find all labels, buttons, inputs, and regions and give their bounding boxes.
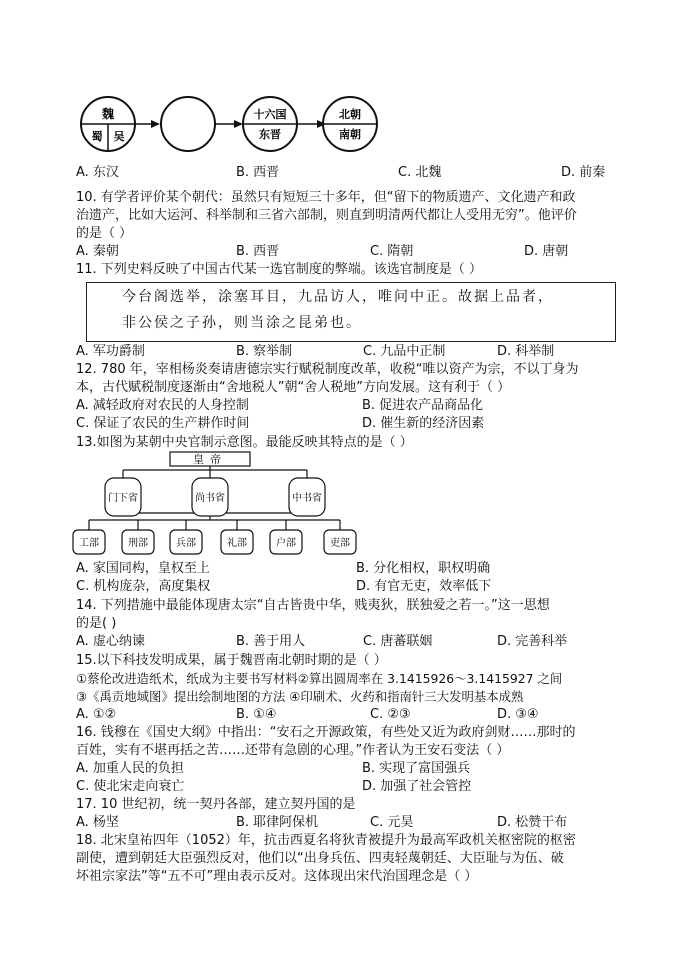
q10-option-a[interactable]: A. 秦朝 [76,244,119,259]
q14-option-b[interactable]: B. 善于用人 [236,634,306,649]
q13-option-d[interactable]: D. 有官无吏，效率低下 [356,579,492,594]
q17-option-a[interactable]: A. 杨坚 [76,815,119,830]
q14-line-1: 14. 下列措施中最能体现唐太宗“自古皆贵中华，贱夷狄，朕独爱之若一。”这一思想 [76,598,550,613]
q15-line-1: 15.以下科技发明成果，属于魏晋南北朝时期的是（ ） [76,653,387,668]
q13-option-c[interactable]: C. 机构庞杂，高度集权 [76,579,211,594]
q12-option-a[interactable]: A. 减轻政府对农民的人身控制 [76,398,249,413]
q13-option-a[interactable]: A. 家国同构，皇权至上 [76,561,210,576]
q12-option-c[interactable]: C. 保证了农民的生产耕作时间 [76,416,250,431]
q13-stem: 13.如图为某朝中央官制示意图。最能反映其特点的是（ ） [76,435,413,450]
label-shu: 蜀 [91,130,103,143]
q10-line-2: 治遗产，比如大运河、科举制和三省六部制，则直到明清两代都让人受用无穷”。他评价 [76,208,577,223]
q15-option-c[interactable]: C. ②③ [370,707,411,722]
q12-option-d[interactable]: D. 催生新的经济因素 [362,416,485,431]
q15-option-b[interactable]: B. ①④ [236,707,277,722]
circle-sixteen-kingdoms [243,97,297,151]
circle-blank [161,97,215,151]
ministry-justice-label: 刑部 [128,538,148,549]
q11-option-a[interactable]: A. 军功爵制 [76,344,145,359]
ministry-revenue-label: 户部 [276,538,296,549]
q11-stem: 11. 下列史料反映了中国古代某一选官制度的弊端。该选官制度是（ ） [76,262,482,277]
q11-quote-line-1: 今台阁选举，涂塞耳目，九品访人，唯问中正。故据上品者， [122,289,554,305]
q11-option-b[interactable]: B. 察举制 [236,344,293,359]
central-officials-diagram [0,448,688,558]
label-sixteen-kingdoms: 十六国 [253,108,287,121]
q16-option-d[interactable]: D. 加强了社会管控 [362,779,472,794]
q17-option-c[interactable]: C. 元昊 [370,815,414,830]
q15-option-d[interactable]: D. ③④ [497,707,539,722]
q18-line-1: 18. 北宋皇祐四年（1052）年，抗击西夏名将狄青被提升为最高军政机关枢密院的枢密 [76,833,576,848]
q11-option-d[interactable]: D. 科举制 [497,344,555,359]
ministry-personnel-label: 吏部 [330,538,350,549]
q10-option-c[interactable]: C. 隋朝 [370,244,414,259]
zhongshu-label: 中书省 [292,493,322,504]
q16-line-2: 百姓，实有不堪再括之苦……还带有急剧的心理。”作者认为王安石变法（ ） [76,743,510,758]
q17-option-b[interactable]: B. 耶律阿保机 [236,815,319,830]
q11-option-c[interactable]: C. 九品中正制 [363,344,446,359]
q11-quote-line-2: 非公侯之子孙，则当涂之昆弟也。 [122,315,362,331]
q10-option-b[interactable]: B. 西晋 [236,244,280,259]
q16-option-c[interactable]: C. 使北宋走向衰亡 [76,779,185,794]
q14-line-2: 的是( ) [76,616,117,631]
q17-stem: 17. 10 世纪初，统一契丹各部，建立契丹国的是 [76,797,356,812]
q12-line-2: 本，古代赋税制度逐渐由“舍地税人”朝“舍人税地”方向发展。这有利于（ ） [76,380,511,395]
circle-wei-shu-wu [81,97,135,151]
q9-option-d[interactable]: D. 前秦 [561,165,606,180]
q10-line-3: 的是（ ） [76,226,133,241]
q16-option-b[interactable]: B. 实现了富国强兵 [362,761,471,776]
circle-northern-southern [323,97,377,151]
q15-line-3: ③《禹贡地域图》提出绘制地图的方法 ④印刷术、火药和指南针三大发明基本成熟 [76,689,524,704]
q16-line-1: 16. 钱穆在《国史大纲》中指出：“安石之开源政策，有些处又近为政府剑财……那时的 [76,725,576,740]
q12-option-b[interactable]: B. 促进农产品商品化 [362,398,484,413]
emperor-label: 皇帝 [193,453,227,466]
q12-line-1: 12. 780 年，宰相杨炎奏请唐德宗实行赋税制度改革，收税“唯以资产为宗，不以丁身为 [76,362,579,377]
q18-line-3: 坏祖宗家法”等“五不可”理由表示反对。这体现出宋代治国理念是（ ） [76,869,478,884]
q17-option-d[interactable]: D. 松赞干布 [497,815,568,830]
q14-option-a[interactable]: A. 虚心纳谏 [76,634,145,649]
q16-option-a[interactable]: A. 加重人民的负担 [76,761,184,776]
q15-option-a[interactable]: A. ①② [76,707,117,722]
q10-line-1: 10. 有学者评价某个朝代：虽然只有短短三十多年，但“留下的物质遗产、文化遗产和政 [76,190,576,205]
shangshu-label: 尚书省 [195,493,225,504]
q9-option-c[interactable]: C. 北魏 [398,165,442,180]
label-southern-dynasties: 南朝 [339,128,361,141]
menxia-label: 门下省 [108,493,138,504]
ministry-works-label: 工部 [79,538,99,549]
q15-line-2: ①蔡伦改进造纸术，纸成为主要书写材料②算出圆周率在 3.1415926～3.1415927 之间 [76,671,563,686]
q13-option-b[interactable]: B. 分化相权，职权明确 [356,561,491,576]
ministry-rites-label: 礼部 [227,538,247,549]
q14-option-d[interactable]: D. 完善科举 [497,634,568,649]
label-wei: 魏 [101,107,115,121]
q10-option-d[interactable]: D. 唐朝 [524,244,569,259]
label-eastern-jin: 东晋 [259,128,281,141]
ministry-war-label: 兵部 [176,538,196,549]
q9-option-b[interactable]: B. 西晋 [236,165,280,180]
label-northern-dynasties: 北朝 [339,108,361,121]
q9-option-a[interactable]: A. 东汉 [76,165,119,180]
q18-line-2: 副使，遭到朝廷大臣强烈反对，他们以“出身兵伍、四夷轻蔑朝廷、大臣耻与为伍、破 [76,851,564,866]
label-wu: 吴 [113,130,125,143]
q14-option-c[interactable]: C. 唐蕃联姻 [363,634,433,649]
